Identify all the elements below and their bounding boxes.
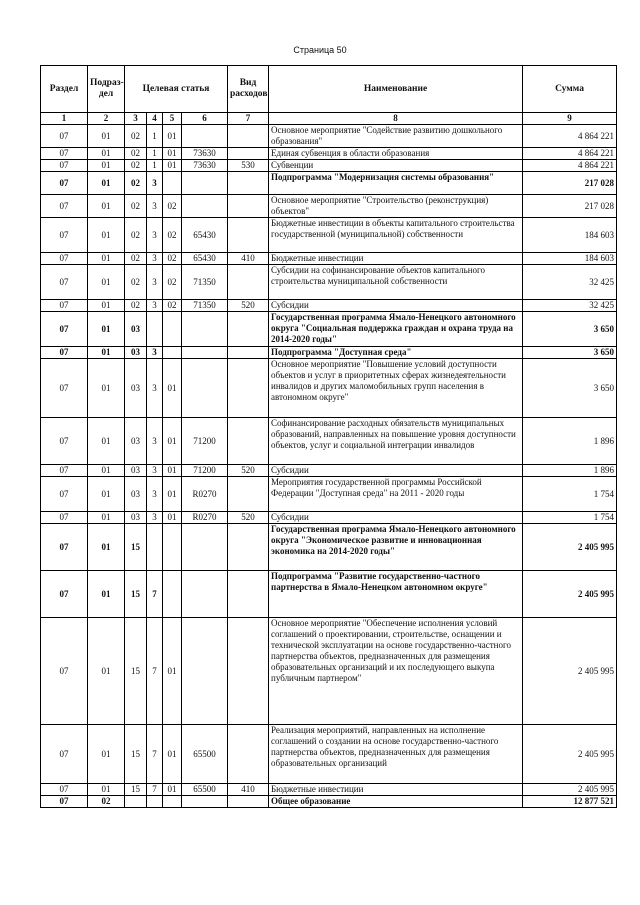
cell-name: Подпрограмма "Доступная среда": [269, 347, 523, 359]
cell-name: Субвенции: [269, 160, 523, 172]
cell-name: Основное мероприятие "Обеспечение исполнения условий соглашений о проектировании, строительстве, оснащении и технической эксплуатации на основе государственно-частного партнерства объектов, предназначенных для размещения образовательных организаций и их последующего выкупа публичным партнером": [269, 618, 523, 725]
cell-target-3: 01: [163, 418, 182, 465]
table-row: [41, 265, 617, 300]
cell-razdel: 07: [41, 253, 88, 265]
cell-podrazdel: 01: [88, 512, 125, 524]
cell-target-4: [182, 312, 228, 347]
cell-target-2: 3: [147, 359, 163, 418]
cell-target-3: 01: [163, 465, 182, 477]
cell-target-4: 65430: [182, 218, 228, 253]
cell-summa: 3 650: [523, 312, 617, 347]
cell-podrazdel: 01: [88, 465, 125, 477]
cell-target-2: 3: [147, 300, 163, 312]
cell-podrazdel: 01: [88, 347, 125, 359]
cell-podrazdel: 01: [88, 160, 125, 172]
cell-target-3: 01: [163, 784, 182, 796]
cell-target-2: 3: [147, 265, 163, 300]
table-row: [41, 160, 617, 172]
cell-summa: 2 405 995: [523, 571, 617, 618]
col-number: 1: [41, 113, 88, 125]
cell-target-1: 03: [125, 312, 147, 347]
cell-razdel: 07: [41, 618, 88, 725]
cell-target-2: 7: [147, 784, 163, 796]
cell-name: Субсидии: [269, 465, 523, 477]
cell-vid: [228, 218, 269, 253]
cell-target-1: 03: [125, 347, 147, 359]
table-row: [41, 465, 617, 477]
cell-podrazdel: 01: [88, 218, 125, 253]
cell-vid: [228, 618, 269, 725]
cell-razdel: 07: [41, 172, 88, 195]
cell-summa: 1 754: [523, 477, 617, 512]
cell-target-3: [163, 796, 182, 808]
cell-target-4: [182, 618, 228, 725]
table-body: [41, 125, 617, 808]
col-number: 7: [228, 113, 269, 125]
cell-podrazdel: 02: [88, 796, 125, 808]
cell-podrazdel: 01: [88, 148, 125, 160]
cell-name: Государственная программа Ямало-Ненецкого автономного округа "Социальная поддержка граждан и охрана труда на 2014-2020 годы": [269, 312, 523, 347]
cell-razdel: 07: [41, 218, 88, 253]
cell-target-2: 3: [147, 512, 163, 524]
cell-target-3: 01: [163, 359, 182, 418]
table-row: [41, 477, 617, 512]
cell-podrazdel: 01: [88, 618, 125, 725]
cell-podrazdel: 01: [88, 300, 125, 312]
cell-target-3: 01: [163, 512, 182, 524]
cell-target-2: 3: [147, 253, 163, 265]
cell-vid: 520: [228, 512, 269, 524]
cell-target-2: 1: [147, 148, 163, 160]
cell-summa: 3 650: [523, 359, 617, 418]
cell-summa: 4 864 221: [523, 160, 617, 172]
cell-summa: 32 425: [523, 265, 617, 300]
cell-target-1: 03: [125, 477, 147, 512]
col-header-podrazdel: Подраз-дел: [88, 66, 125, 113]
table-row: [41, 725, 617, 784]
cell-podrazdel: 01: [88, 418, 125, 465]
col-number: 8: [269, 113, 523, 125]
cell-vid: 520: [228, 300, 269, 312]
cell-vid: [228, 418, 269, 465]
col-number: 9: [523, 113, 617, 125]
cell-target-1: 03: [125, 465, 147, 477]
cell-target-4: [182, 571, 228, 618]
cell-razdel: 07: [41, 195, 88, 218]
cell-target-1: 02: [125, 148, 147, 160]
cell-target-1: 15: [125, 725, 147, 784]
col-header-razdel: Раздел: [41, 66, 88, 113]
cell-target-3: [163, 571, 182, 618]
cell-podrazdel: 01: [88, 125, 125, 148]
cell-podrazdel: 01: [88, 571, 125, 618]
cell-target-1: 02: [125, 253, 147, 265]
table-row: [41, 347, 617, 359]
table-row: [41, 512, 617, 524]
cell-name: Субсидии: [269, 300, 523, 312]
cell-name: Основное мероприятие "Содействие развитию дошкольного образования": [269, 125, 523, 148]
cell-target-2: 3: [147, 347, 163, 359]
table-row: [41, 125, 617, 148]
cell-vid: [228, 312, 269, 347]
table-row: [41, 418, 617, 465]
cell-vid: [228, 725, 269, 784]
cell-razdel: 07: [41, 312, 88, 347]
cell-razdel: 07: [41, 571, 88, 618]
cell-vid: [228, 148, 269, 160]
cell-target-2: 3: [147, 465, 163, 477]
cell-razdel: 07: [41, 465, 88, 477]
cell-name: Софинансирование расходных обязательств муниципальных образований, направленных на повышение уровня доступности объектов, услуг и социальной интеграции инвалидов: [269, 418, 523, 465]
cell-vid: 410: [228, 784, 269, 796]
col-header-celevaya: Целевая статья: [125, 66, 228, 113]
cell-target-4: 65500: [182, 725, 228, 784]
cell-target-4: 71200: [182, 418, 228, 465]
cell-target-2: 3: [147, 418, 163, 465]
cell-summa: 3 650: [523, 347, 617, 359]
cell-razdel: 07: [41, 347, 88, 359]
cell-summa: 184 603: [523, 218, 617, 253]
cell-target-1: 03: [125, 359, 147, 418]
table-row: [41, 784, 617, 796]
cell-target-3: 02: [163, 253, 182, 265]
cell-target-4: 71350: [182, 265, 228, 300]
cell-name: Единая субвенция в области образования: [269, 148, 523, 160]
cell-target-1: 02: [125, 195, 147, 218]
cell-razdel: 07: [41, 160, 88, 172]
cell-name: Основное мероприятие "Строительство (реконструкция) объектов": [269, 195, 523, 218]
table-row: [41, 618, 617, 725]
cell-razdel: 07: [41, 784, 88, 796]
cell-summa: 1 896: [523, 418, 617, 465]
cell-podrazdel: 01: [88, 477, 125, 512]
cell-name: Государственная программа Ямало-Ненецкого автономного округа "Экономическое развитие и инновационная экономика на 2014-2020 годы": [269, 524, 523, 571]
cell-summa: 2 405 995: [523, 618, 617, 725]
cell-target-3: 02: [163, 265, 182, 300]
cell-target-4: R0270: [182, 477, 228, 512]
cell-target-2: 7: [147, 618, 163, 725]
cell-razdel: 07: [41, 477, 88, 512]
cell-vid: [228, 347, 269, 359]
cell-podrazdel: 01: [88, 784, 125, 796]
cell-target-2: 1: [147, 125, 163, 148]
cell-name: Мероприятия государственной программы Российской Федерации "Доступная среда" на 2011 - 2020 годы: [269, 477, 523, 512]
cell-name: Подпрограмма "Модернизация системы образования": [269, 172, 523, 195]
cell-target-4: [182, 125, 228, 148]
cell-target-1: 15: [125, 784, 147, 796]
cell-name: Подпрограмма "Развитие государственно-частного партнерства в Ямало-Ненецком автономном округе": [269, 571, 523, 618]
col-header-summa: Сумма: [523, 66, 617, 113]
cell-target-1: [125, 796, 147, 808]
cell-razdel: 07: [41, 796, 88, 808]
cell-target-2: 3: [147, 195, 163, 218]
cell-target-4: [182, 524, 228, 571]
cell-podrazdel: 01: [88, 359, 125, 418]
cell-vid: [228, 571, 269, 618]
cell-target-4: 73630: [182, 148, 228, 160]
cell-razdel: 07: [41, 148, 88, 160]
cell-podrazdel: 01: [88, 253, 125, 265]
cell-target-3: [163, 172, 182, 195]
cell-target-3: 01: [163, 125, 182, 148]
cell-summa: 12 877 521: [523, 796, 617, 808]
cell-target-1: 03: [125, 512, 147, 524]
col-number: 4: [147, 113, 163, 125]
cell-target-2: 3: [147, 172, 163, 195]
cell-target-3: 01: [163, 618, 182, 725]
cell-vid: [228, 265, 269, 300]
cell-razdel: 07: [41, 524, 88, 571]
cell-target-4: [182, 195, 228, 218]
cell-target-4: 65500: [182, 784, 228, 796]
cell-podrazdel: 01: [88, 312, 125, 347]
cell-razdel: 07: [41, 418, 88, 465]
cell-name: Бюджетные инвестиции: [269, 784, 523, 796]
cell-target-3: 01: [163, 725, 182, 784]
cell-podrazdel: 01: [88, 265, 125, 300]
table-row: [41, 218, 617, 253]
cell-target-3: 02: [163, 218, 182, 253]
cell-podrazdel: 01: [88, 195, 125, 218]
cell-name: Субсидии: [269, 512, 523, 524]
cell-podrazdel: 01: [88, 172, 125, 195]
page-label: Страница 50: [293, 45, 347, 55]
cell-target-3: [163, 312, 182, 347]
cell-summa: 1 754: [523, 512, 617, 524]
budget-table: [40, 65, 617, 808]
cell-name: Субсидии на софинансирование объектов капитального строительства муниципальной собственности: [269, 265, 523, 300]
cell-target-2: 7: [147, 571, 163, 618]
table-row: [41, 312, 617, 347]
cell-target-3: 01: [163, 148, 182, 160]
cell-summa: 1 896: [523, 465, 617, 477]
cell-target-1: 02: [125, 125, 147, 148]
cell-razdel: 07: [41, 512, 88, 524]
header-row: [41, 66, 617, 113]
cell-summa: 4 864 221: [523, 148, 617, 160]
cell-target-4: R0270: [182, 512, 228, 524]
cell-vid: [228, 195, 269, 218]
col-header-name: Наименование: [269, 66, 523, 113]
cell-target-1: 02: [125, 160, 147, 172]
cell-target-2: 3: [147, 218, 163, 253]
cell-vid: 530: [228, 160, 269, 172]
cell-target-1: 15: [125, 524, 147, 571]
table-row: [41, 172, 617, 195]
cell-name: Бюджетные инвестиции: [269, 253, 523, 265]
cell-target-1: 15: [125, 571, 147, 618]
table-row: [41, 148, 617, 160]
cell-vid: [228, 796, 269, 808]
table-row: [41, 359, 617, 418]
cell-target-4: 71200: [182, 465, 228, 477]
cell-summa: 217 028: [523, 172, 617, 195]
cell-razdel: 07: [41, 125, 88, 148]
cell-target-4: 71350: [182, 300, 228, 312]
table-row: [41, 524, 617, 571]
cell-razdel: 07: [41, 359, 88, 418]
cell-vid: [228, 172, 269, 195]
cell-target-1: 02: [125, 172, 147, 195]
cell-target-4: [182, 347, 228, 359]
col-number: 2: [88, 113, 125, 125]
table-row: [41, 300, 617, 312]
cell-target-2: [147, 524, 163, 571]
cell-target-2: [147, 796, 163, 808]
cell-target-1: 02: [125, 265, 147, 300]
cell-target-3: [163, 347, 182, 359]
cell-target-1: 15: [125, 618, 147, 725]
column-number-row: [41, 113, 617, 125]
cell-target-2: 7: [147, 725, 163, 784]
col-number: 3: [125, 113, 147, 125]
cell-name: Основное мероприятие "Повышение условий доступности объектов и услуг в приоритетных сферах жизнедеятельности инвалидов и других маломобильных групп населения в автономном округе": [269, 359, 523, 418]
cell-vid: [228, 359, 269, 418]
cell-name: Бюджетные инвестиции в объекты капитального строительства государственной (муниципальной) собственности: [269, 218, 523, 253]
cell-podrazdel: 01: [88, 725, 125, 784]
cell-target-4: [182, 359, 228, 418]
cell-summa: 2 405 995: [523, 524, 617, 571]
cell-target-2: 3: [147, 477, 163, 512]
cell-summa: 184 603: [523, 253, 617, 265]
col-number: 6: [182, 113, 228, 125]
cell-name: Общее образование: [269, 796, 523, 808]
cell-target-4: [182, 796, 228, 808]
col-header-vid: Вид расходов: [228, 66, 269, 113]
cell-target-3: 02: [163, 195, 182, 218]
table-row: [41, 571, 617, 618]
table-row: [41, 195, 617, 218]
cell-vid: [228, 477, 269, 512]
cell-target-3: 01: [163, 477, 182, 512]
cell-target-3: 01: [163, 160, 182, 172]
cell-vid: [228, 524, 269, 571]
cell-target-1: 02: [125, 218, 147, 253]
cell-razdel: 07: [41, 300, 88, 312]
cell-target-3: [163, 524, 182, 571]
cell-vid: 520: [228, 465, 269, 477]
cell-vid: 410: [228, 253, 269, 265]
cell-target-4: 73630: [182, 160, 228, 172]
cell-summa: 2 405 995: [523, 725, 617, 784]
cell-target-3: 02: [163, 300, 182, 312]
cell-razdel: 07: [41, 265, 88, 300]
table-row: [41, 796, 617, 808]
cell-vid: [228, 125, 269, 148]
cell-name: Реализация мероприятий, направленных на исполнение соглашений о создании на основе государственно-частного партнерства объектов, предназначенных для размещения образовательных организаций: [269, 725, 523, 784]
col-number: 5: [163, 113, 182, 125]
cell-target-2: 1: [147, 160, 163, 172]
cell-target-2: [147, 312, 163, 347]
cell-target-4: [182, 172, 228, 195]
cell-target-1: 02: [125, 300, 147, 312]
cell-summa: 2 405 995: [523, 784, 617, 796]
cell-target-4: 65430: [182, 253, 228, 265]
cell-razdel: 07: [41, 725, 88, 784]
cell-summa: 32 425: [523, 300, 617, 312]
cell-summa: 4 864 221: [523, 125, 617, 148]
cell-target-1: 03: [125, 418, 147, 465]
cell-podrazdel: 01: [88, 524, 125, 571]
table-row: [41, 253, 617, 265]
cell-summa: 217 028: [523, 195, 617, 218]
